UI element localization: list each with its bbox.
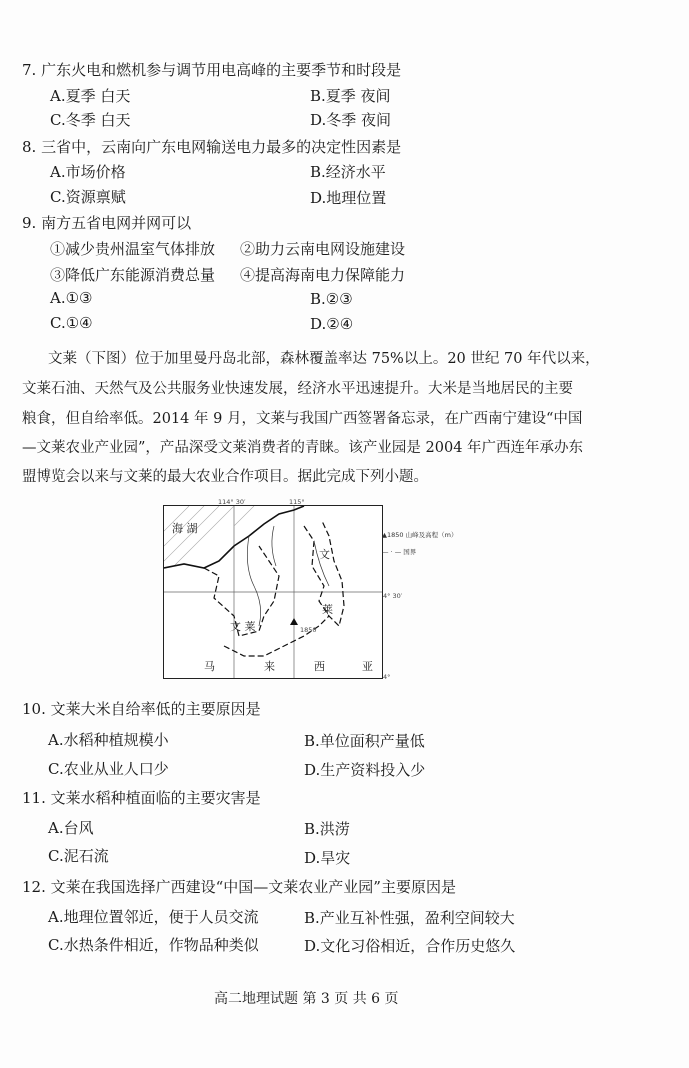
neighbor-char-4: 亚	[362, 660, 373, 673]
neighbor-char-2: 来	[264, 660, 275, 673]
neighbor-char-1: 马	[204, 660, 215, 673]
q10-option-a: A.水稻种植规模小	[48, 731, 169, 749]
country-mark-2: 莱	[322, 603, 333, 616]
q8-option-d: D.地理位置	[310, 189, 387, 207]
question-12-stem: 12. 文莱在我国选择广西建设“中国—文莱农业产业园”主要原因是	[22, 878, 456, 896]
question-11-stem: 11. 文莱水稻种植面临的主要灾害是	[22, 789, 261, 807]
q7-option-a: A.夏季 白天	[50, 87, 131, 105]
neighbor-char-3: 西	[314, 660, 325, 673]
q9-item-1: ①减少贵州温室气体排放	[50, 240, 216, 258]
q11-option-d: D.旱灾	[304, 849, 351, 867]
passage-line-5: 盟博览会以来与文莱的最大农业合作项目。据此完成下列小题。	[22, 469, 428, 485]
question-8-stem: 8. 三省中，云南向广东电网输送电力最多的决定性因素是	[22, 138, 402, 156]
q8-option-b: B.经济水平	[310, 163, 386, 181]
legend-peak: ▲1850 山峰及高程（m）	[382, 531, 458, 539]
q9-option-c: C.①④	[50, 314, 93, 332]
lon-label-1: 114° 30′	[218, 498, 246, 506]
country-label: 文 莱	[230, 620, 256, 633]
lon-label-2: 115°	[289, 498, 305, 506]
passage-line-3: 粮食，但自给率低。2014 年 9 月，文莱与我国广西签署备忘录，在广西南宁建设“中国	[22, 411, 583, 427]
q12-option-c: C.水热条件相近，作物品种类似	[48, 936, 259, 954]
peak-label: 1850	[300, 626, 317, 634]
passage-line-4: —文莱农业产业园”，产品深受文莱消费者的青睐。该产业园是 2004 年广西连年承办东	[22, 440, 584, 456]
sea-label: 海 湖	[172, 522, 198, 535]
q10-option-d: D.生产资料投入少	[304, 761, 426, 779]
brunei-map	[163, 505, 383, 679]
legend-border: — · — 国界	[382, 548, 417, 556]
q11-option-c: C.泥石流	[48, 847, 109, 865]
q11-option-a: A.台风	[48, 819, 94, 837]
page-footer: 高二地理试题 第 3 页 共 6 页	[214, 991, 399, 1007]
q8-option-a: A.市场价格	[50, 163, 126, 181]
peak-icon	[290, 618, 298, 625]
q10-option-b: B.单位面积产量低	[304, 732, 425, 750]
question-7-stem: 7. 广东火电和燃机参与调节用电高峰的主要季节和时段是	[22, 61, 402, 79]
q7-option-c: C.冬季 白天	[50, 111, 131, 129]
q9-option-b: B.②③	[310, 290, 353, 308]
question-10-stem: 10. 文莱大米自给率低的主要原因是	[22, 700, 261, 718]
q12-option-b: B.产业互补性强，盈利空间较大	[304, 909, 515, 927]
map-legend	[382, 530, 457, 556]
q9-item-2: ②助力云南电网设施建设	[240, 240, 406, 258]
q7-option-d: D.冬季 夜间	[310, 111, 392, 129]
passage-line-2: 文莱石油、天然气及公共服务业快速发展，经济水平迅速提升。大米是当地居民的主要	[22, 381, 573, 397]
river-1	[247, 536, 260, 626]
passage-line-1: 文莱（下图）位于加里曼丹岛北部，森林覆盖率达 75%以上。20 世纪 70 年代以来，	[48, 351, 600, 367]
q9-item-4: ④提高海南电力保障能力	[240, 266, 406, 284]
q9-item-3: ③降低广东能源消费总量	[50, 266, 216, 284]
river-3	[272, 526, 276, 566]
sea-area	[164, 506, 254, 566]
q10-option-c: C.农业从业人口少	[48, 760, 169, 778]
q7-option-b: B.夏季 夜间	[310, 87, 391, 105]
question-9-stem: 9. 南方五省电网并网可以	[22, 214, 192, 232]
country-mark-1: 文	[319, 548, 330, 561]
q8-option-c: C.资源禀赋	[50, 188, 126, 206]
q12-option-a: A.地理位置邻近，便于人员交流	[48, 908, 259, 926]
lat-label-1: 4° 30′	[383, 592, 403, 600]
lat-label-2: 4°	[383, 673, 391, 681]
q9-option-a: A.①③	[50, 289, 93, 307]
q12-option-d: D.文化习俗相近，合作历史悠久	[304, 937, 516, 955]
q11-option-b: B.洪涝	[304, 820, 350, 838]
q9-option-d: D.②④	[310, 315, 354, 333]
